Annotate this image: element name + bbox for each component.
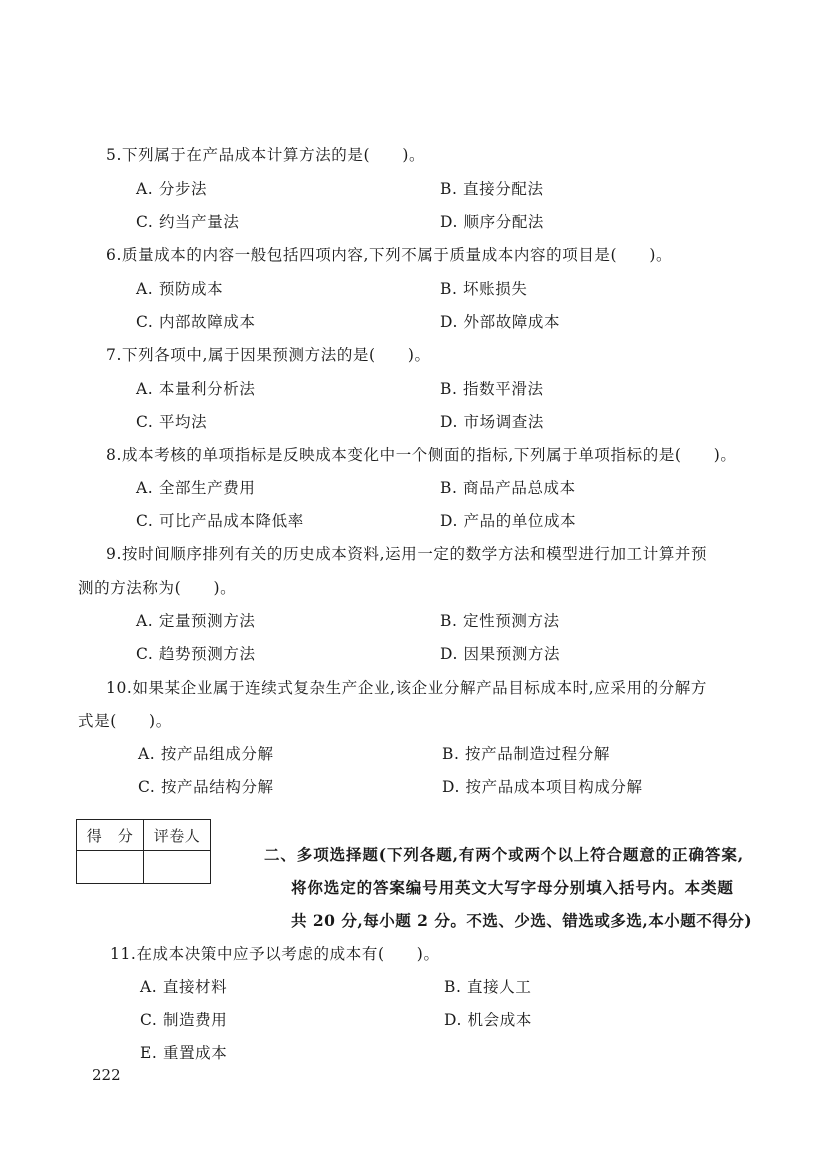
question-10-option-d: D. 按产品成本项目构成分解 <box>442 778 643 796</box>
question-5-stem: 5.下列属于在产品成本计算方法的是( )。 <box>106 146 426 164</box>
question-8-option-d: D. 产品的单位成本 <box>440 512 577 530</box>
question-9-stem-line2: 测的方法称为( )。 <box>78 579 237 597</box>
question-11-option-c: C. 制造费用 <box>140 1011 228 1029</box>
question-9-option-d: D. 因果预测方法 <box>440 645 561 663</box>
question-8-stem: 8.成本考核的单项指标是反映成本变化中一个侧面的指标,下列属于单项指标的是( )。 <box>106 446 737 464</box>
grader-cell <box>144 851 211 884</box>
question-8-option-a: A. 全部生产费用 <box>136 479 256 497</box>
question-8-option-b: B. 商品产品总成本 <box>440 479 576 497</box>
question-10-option-b: B. 按产品制造过程分解 <box>442 745 610 763</box>
section-2-heading-line1: 二、多项选择题(下列各题,有两个或两个以上符合题意的正确答案, <box>264 845 745 864</box>
question-7-option-b: B. 指数平滑法 <box>440 380 544 398</box>
question-7-option-d: D. 市场调查法 <box>440 413 545 431</box>
question-5-option-a: A. 分步法 <box>136 180 208 198</box>
score-table <box>76 819 211 884</box>
page-number: 222 <box>92 1066 121 1084</box>
question-8-option-c: C. 可比产品成本降低率 <box>136 512 304 530</box>
question-9-stem-line1: 9.按时间顺序排列有关的历史成本资料,运用一定的数学方法和模型进行加工计算并预 <box>106 545 708 563</box>
question-6-option-a: A. 预防成本 <box>136 280 224 298</box>
question-11-option-b: B. 直接人工 <box>444 978 532 996</box>
question-10-stem-line1: 10.如果某企业属于连续式复杂生产企业,该企业分解产品目标成本时,应采用的分解方 <box>106 679 708 697</box>
question-10-option-a: A. 按产品组成分解 <box>138 745 274 763</box>
question-6-option-c: C. 内部故障成本 <box>136 313 256 331</box>
question-10-stem-line2: 式是( )。 <box>78 712 172 730</box>
question-6-stem: 6.质量成本的内容一般包括四项内容,下列不属于质量成本内容的项目是( )。 <box>106 246 673 264</box>
score-header: 得 分 <box>77 820 144 851</box>
question-11-option-e: E. 重置成本 <box>140 1044 228 1062</box>
score-cell <box>77 851 144 884</box>
question-5-option-c: C. 约当产量法 <box>136 213 240 231</box>
question-9-option-b: B. 定性预测方法 <box>440 612 560 630</box>
question-9-option-c: C. 趋势预测方法 <box>136 645 256 663</box>
question-5-option-b: B. 直接分配法 <box>440 180 544 198</box>
question-11-option-d: D. 机会成本 <box>444 1011 532 1029</box>
section-2-heading-line2: 将你选定的答案编号用英文大写字母分别填入括号内。本类题 <box>291 878 734 897</box>
question-7-option-c: C. 平均法 <box>136 413 208 431</box>
question-7-option-a: A. 本量利分析法 <box>136 380 256 398</box>
question-6-option-b: B. 坏账损失 <box>440 280 528 298</box>
question-9-option-a: A. 定量预测方法 <box>136 612 256 630</box>
question-10-option-c: C. 按产品结构分解 <box>138 778 274 796</box>
section-2-heading-line3: 共 20 分,每小题 2 分。不选、少选、错选或多选,本小题不得分) <box>291 911 753 930</box>
question-11-option-a: A. 直接材料 <box>140 978 228 996</box>
grader-header: 评卷人 <box>144 820 211 851</box>
question-7-stem: 7.下列各项中,属于因果预测方法的是( )。 <box>106 346 431 364</box>
question-6-option-d: D. 外部故障成本 <box>440 313 561 331</box>
question-5-option-d: D. 顺序分配法 <box>440 213 545 231</box>
question-11-stem: 11.在成本决策中应予以考虑的成本有( )。 <box>110 945 440 963</box>
